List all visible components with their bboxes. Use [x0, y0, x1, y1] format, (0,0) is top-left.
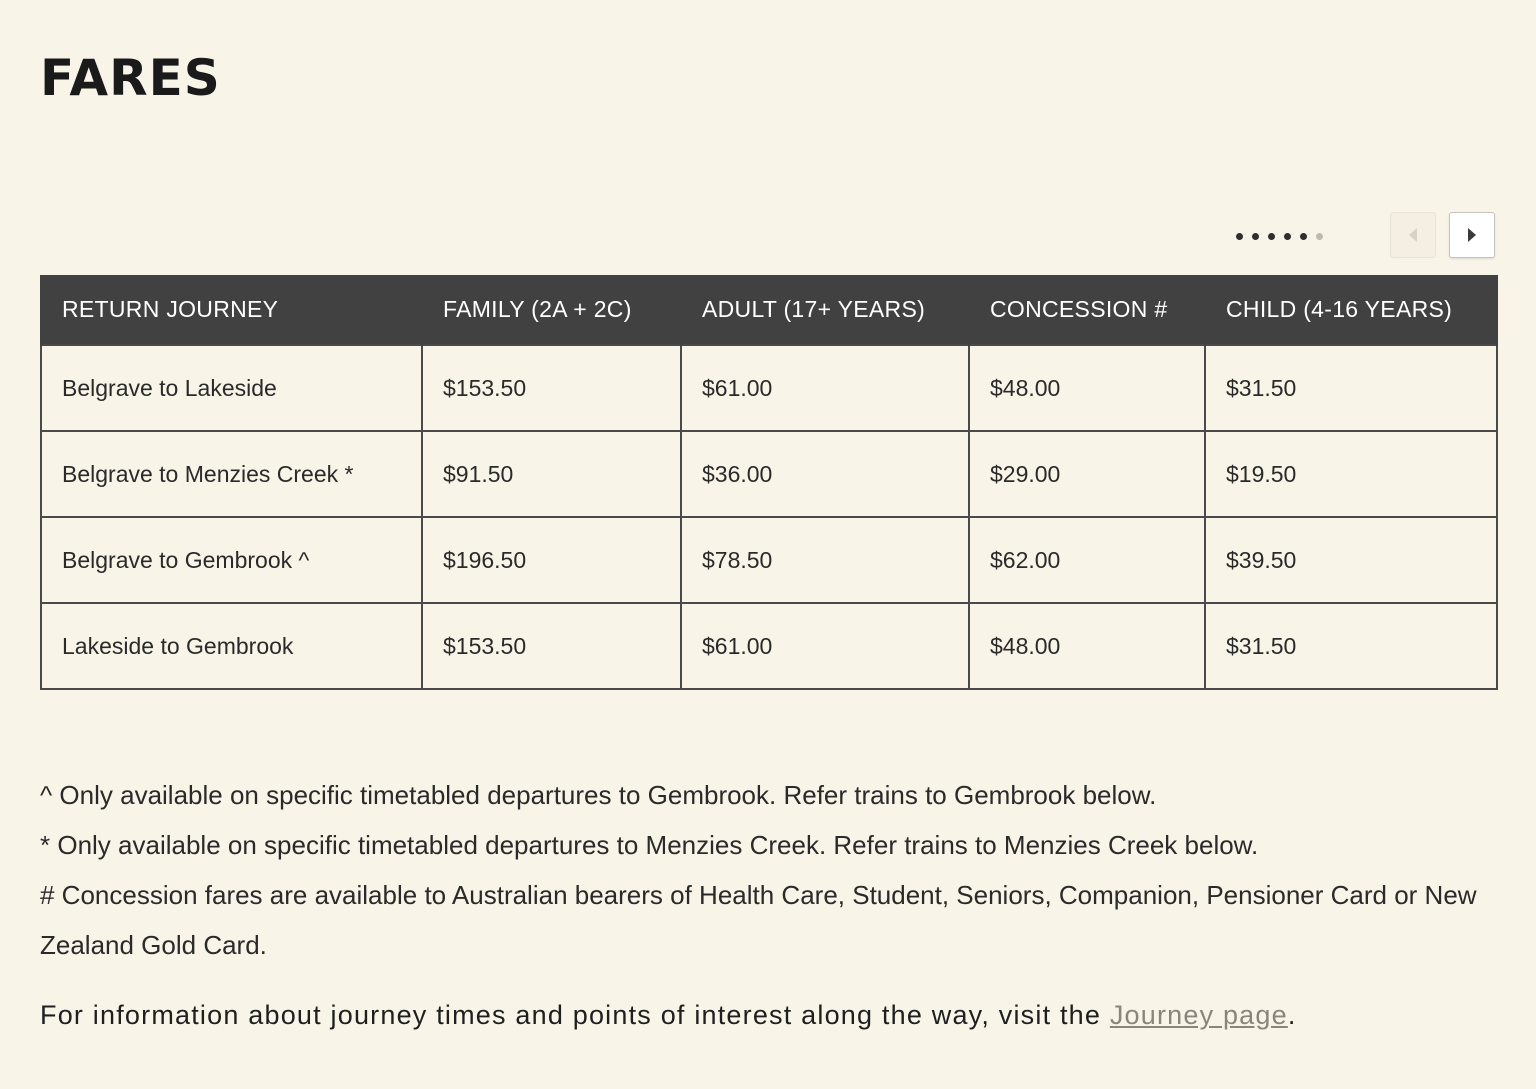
concession-fare-cell: $29.00 [969, 431, 1205, 517]
column-header-concession: CONCESSION # [969, 275, 1205, 345]
journey-info-text [40, 990, 1297, 1040]
fares-table [40, 275, 1498, 690]
concession-fare-cell: $62.00 [969, 517, 1205, 603]
carousel-dot[interactable] [1284, 233, 1291, 240]
column-header-family: FAMILY (2A + 2C) [422, 275, 681, 345]
family-fare-cell: $91.50 [422, 431, 681, 517]
family-fare-cell: $196.50 [422, 517, 681, 603]
table-row [41, 603, 1497, 689]
adult-fare-cell: $36.00 [681, 431, 969, 517]
carousel-dot-inactive[interactable] [1316, 233, 1323, 240]
table-row [41, 517, 1497, 603]
journey-cell: Lakeside to Gembrook [41, 603, 422, 689]
journey-cell: Belgrave to Menzies Creek * [41, 431, 422, 517]
concession-fare-cell: $48.00 [969, 345, 1205, 431]
table-row [41, 431, 1497, 517]
child-fare-cell: $39.50 [1205, 517, 1497, 603]
chevron-left-icon [1406, 226, 1420, 244]
chevron-right-icon [1465, 226, 1479, 244]
table-header-row [41, 275, 1497, 345]
journey-page-link[interactable]: Journey page [1109, 1000, 1288, 1030]
adult-fare-cell: $78.50 [681, 517, 969, 603]
journey-info-prefix: For information about journey times and points of interest along the way, visit the [40, 1000, 1110, 1030]
family-fare-cell: $153.50 [422, 345, 681, 431]
child-fare-cell: $31.50 [1205, 345, 1497, 431]
journey-cell: Belgrave to Gembrook ^ [41, 517, 422, 603]
column-header-adult: ADULT (17+ YEARS) [681, 275, 969, 345]
page-title: FARES [40, 49, 221, 107]
child-fare-cell: $31.50 [1205, 603, 1497, 689]
adult-fare-cell: $61.00 [681, 603, 969, 689]
carousel-dot[interactable] [1252, 233, 1259, 240]
carousel-dot[interactable] [1236, 233, 1243, 240]
journey-info-suffix: . [1287, 1000, 1297, 1030]
carousel-dot[interactable] [1268, 233, 1275, 240]
asterisk-note: * Only available on specific timetabled departures to Menzies Creek. Refer trains to Menzies Creek below. [40, 830, 1259, 860]
carousel-pagination [1236, 233, 1323, 240]
fare-notes [40, 770, 1500, 970]
column-header-child: CHILD (4-16 YEARS) [1205, 275, 1497, 345]
concession-fare-cell: $48.00 [969, 603, 1205, 689]
journey-cell: Belgrave to Lakeside [41, 345, 422, 431]
carousel-dot[interactable] [1300, 233, 1307, 240]
caret-note: ^ Only available on specific timetabled departures to Gembrook. Refer trains to Gembrook below. [40, 780, 1157, 810]
family-fare-cell: $153.50 [422, 603, 681, 689]
column-header-return-journey: RETURN JOURNEY [41, 275, 422, 345]
concession-note: # Concession fares are available to Australian bearers of Health Care, Student, Seniors, Companion, Pensioner Card or New Zealand Gold Card. [40, 880, 1477, 960]
next-button[interactable] [1449, 212, 1495, 258]
table-row [41, 345, 1497, 431]
previous-button[interactable] [1390, 212, 1436, 258]
adult-fare-cell: $61.00 [681, 345, 969, 431]
child-fare-cell: $19.50 [1205, 431, 1497, 517]
